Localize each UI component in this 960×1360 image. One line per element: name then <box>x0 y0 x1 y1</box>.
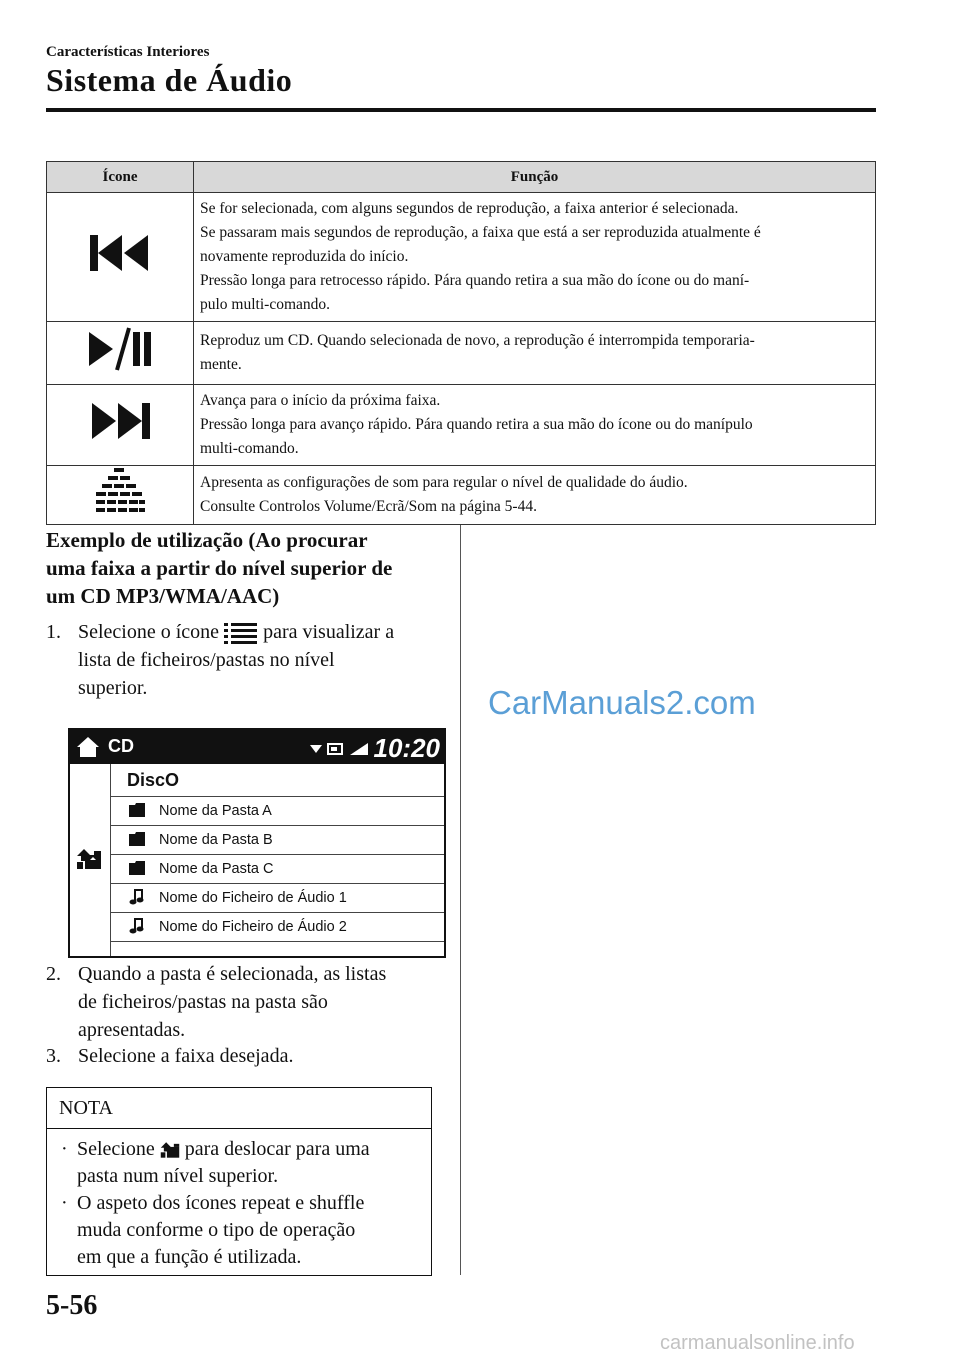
note-text: Selecione <box>77 1138 155 1160</box>
bullet: · <box>61 1192 68 1214</box>
list-item[interactable] <box>111 913 444 942</box>
title-rule <box>46 108 876 112</box>
note-line: muda conforme o tipo de operação <box>77 1219 356 1241</box>
example-heading <box>46 526 446 610</box>
step-line: apresentadas. <box>78 1019 186 1041</box>
icon-cell <box>47 193 194 322</box>
folder-up-icon <box>160 1140 180 1160</box>
function-description <box>194 193 876 322</box>
watermark: CarManuals2.com <box>488 684 756 721</box>
list-icon <box>224 622 258 644</box>
step-line: lista de ficheiros/pastas no nível <box>78 649 335 671</box>
step-number: 1. <box>46 621 61 643</box>
list-item-label: Nome da Pasta A <box>159 803 272 819</box>
description-line: Avança para o início da próxima faixa. <box>200 392 441 409</box>
step-2 <box>46 960 446 1044</box>
heading-line: um CD MP3/WMA/AAC) <box>46 584 280 608</box>
footer-watermark: carmanualsonline.info <box>660 1332 855 1354</box>
step-line: Selecione a faixa desejada. <box>78 1045 294 1067</box>
status-icons <box>308 741 370 757</box>
list-item[interactable] <box>111 797 444 826</box>
step-line: superior. <box>78 677 148 699</box>
home-icon <box>76 736 100 758</box>
heading-line: Exemplo de utilização (Ao procurar <box>46 528 368 552</box>
column-divider <box>460 525 461 1275</box>
icon-cell <box>47 322 194 385</box>
function-table <box>46 161 876 525</box>
table-header-row <box>47 162 876 193</box>
function-description <box>194 466 876 525</box>
note-line: O aspeto dos ícones repeat e shuffle <box>77 1192 365 1214</box>
music-note-icon <box>129 918 145 934</box>
list-item[interactable] <box>111 884 444 913</box>
next-track-icon <box>88 401 152 441</box>
cd-screen-illustration <box>68 728 446 958</box>
description-line: Pressão longa para retrocesso rápido. Pára quando retira a sua mão do ícone ou do maní- <box>200 272 750 289</box>
page-title: Sistema de Áudio <box>46 62 293 98</box>
step-number: 3. <box>46 1045 61 1067</box>
note-box <box>46 1087 432 1276</box>
table-row <box>47 385 876 466</box>
note-line: pasta num nível superior. <box>77 1165 279 1187</box>
folder-title: DiscO <box>111 764 444 797</box>
folder-up-icon[interactable] <box>76 848 102 870</box>
step-text: para visualizar a <box>263 621 395 643</box>
list-item-label: Nome do Ficheiro de Áudio 1 <box>159 890 347 906</box>
list-item-label: Nome do Ficheiro de Áudio 2 <box>159 919 347 935</box>
screen-side-panel <box>70 764 111 956</box>
description-line: multi-comando. <box>200 440 299 457</box>
description-line: novamente reproduzida do início. <box>200 248 409 265</box>
previous-track-icon <box>88 233 152 273</box>
sound-settings-icon <box>92 466 148 516</box>
column-header-icon: Ícone <box>47 162 194 193</box>
description-line: mente. <box>200 356 242 373</box>
step-line: de ficheiros/pastas na pasta são <box>78 991 328 1013</box>
section-label: Características Interiores <box>46 44 210 60</box>
description-line: Se passaram mais segundos de reprodução, a faixa que está a ser reproduzida atualmente é <box>200 224 761 241</box>
folder-icon <box>129 803 145 817</box>
play-pause-icon <box>87 326 153 372</box>
description-line: Apresenta as configurações de som para regular o nível de qualidade do áudio. <box>200 474 688 491</box>
music-note-icon <box>129 889 145 905</box>
step-3 <box>46 1042 446 1070</box>
note-item <box>61 1136 421 1190</box>
screen-clock: 10:20 <box>373 733 440 763</box>
list-item[interactable] <box>111 855 444 884</box>
note-text: para deslocar para uma <box>184 1138 370 1160</box>
step-1 <box>46 618 446 702</box>
folder-icon <box>129 861 145 875</box>
note-heading: NOTA <box>47 1088 431 1129</box>
step-line: Quando a pasta é selecionada, as listas <box>78 963 387 985</box>
table-row <box>47 466 876 525</box>
list-item[interactable] <box>111 826 444 855</box>
description-line: Reproduz um CD. Quando selecionada de novo, a reprodução é interrompida temporaria- <box>200 332 755 349</box>
step-text: Selecione o ícone <box>78 621 220 643</box>
note-item <box>61 1190 421 1271</box>
heading-line: uma faixa a partir do nível superior de <box>46 556 393 580</box>
bullet: · <box>61 1138 68 1160</box>
column-header-function: Função <box>194 162 876 193</box>
screen-title: CD <box>108 736 134 756</box>
table-row <box>47 322 876 385</box>
function-description <box>194 385 876 466</box>
description-line: Se for selecionada, com alguns segundos de reprodução, a faixa anterior é selecionada. <box>200 200 739 217</box>
description-line: Consulte Controlos Volume/Ecrã/Som na página 5-44. <box>200 498 537 515</box>
folder-icon <box>129 832 145 846</box>
table-row <box>47 193 876 322</box>
list-item-label: Nome da Pasta B <box>159 832 273 848</box>
step-number: 2. <box>46 963 61 985</box>
screen-header <box>70 730 444 764</box>
step-line <box>78 618 446 646</box>
page-number: 5-56 <box>46 1290 98 1321</box>
description-line: Pressão longa para avanço rápido. Pára quando retira a sua mão do ícone ou do manípulo <box>200 416 753 433</box>
function-description <box>194 322 876 385</box>
file-list <box>111 764 444 942</box>
icon-cell <box>47 466 194 525</box>
description-line: pulo multi-comando. <box>200 296 331 313</box>
list-item-label: Nome da Pasta C <box>159 861 274 877</box>
note-line: em que a função é utilizada. <box>77 1246 302 1268</box>
icon-cell <box>47 385 194 466</box>
note-line <box>77 1136 421 1163</box>
